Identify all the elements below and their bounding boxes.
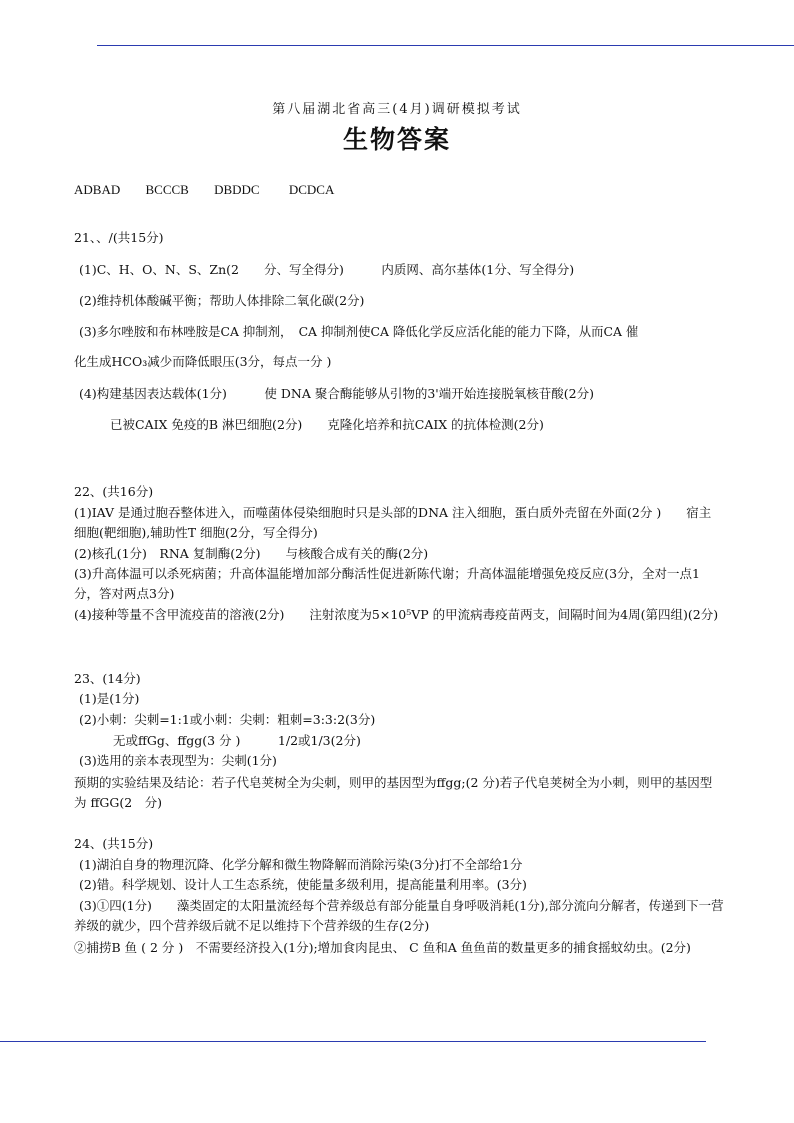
mc-group-1: ADBAD <box>74 182 121 197</box>
q23-line-1: (1)是(1分) <box>79 691 140 706</box>
q21-line-1: (1)C、H、O、N、S、Zn(2 分、写全得分) 内质网、高尔基体(1分、写全得分) <box>79 262 575 277</box>
q23-conclusion: 预期的实验结果及结论：若子代皂荚树全为尖刺，则甲的基因型为ffgg;(2 分)若子代皂荚树全为小刺，则甲的基因型为 ffGG(2 分) <box>74 775 713 810</box>
q23-heading: 23、(14分) <box>74 671 141 686</box>
q21-line-6: 已被CAIX 免疫的B 淋巴细胞(2分) 克隆化培养和抗CAIX 的抗体检测(2分) <box>110 417 544 432</box>
q23-line-2: (2)小刺：尖刺=1:1或小刺：尖刺：粗刺=3:3:2(3分) <box>79 712 376 727</box>
q24-line-1: (1)湖泊自身的物理沉降、化学分解和微生物降解而消除污染(3分)打不全部给1分 <box>79 857 523 872</box>
page-title: 生物答案 <box>342 125 451 154</box>
q22-part-2: (2)核孔(1分) RNA 复制酶(2分) 与核酸合成有关的酶(2分) <box>74 546 429 561</box>
q22-part-3: (3)升高体温可以杀死病菌；升高体温能增加部分酶活性促进新陈代谢；升高体温能增强免疫反应(3分，全对一点1分，答对两点3分) <box>74 566 700 601</box>
q21-line-2: (2)维持机体酸碱平衡；帮助人体排除二氧化碳(2分) <box>79 293 365 308</box>
footer-rule <box>0 1041 706 1042</box>
q22-part-4: (4)接种等量不含甲流疫苗的溶液(2分) 注射浓度为5×10⁵VP 的甲流病毒疫苗两支，间隔时间为4周(第四组)(2分) <box>74 607 719 622</box>
mc-group-3: DBDDC <box>214 182 260 197</box>
q21-line-5: (4)构建基因表达载体(1分) 使 DNA 聚合酶能够从引物的3'端开始连接脱氧核苷酸(2分) <box>79 386 594 401</box>
header-rule <box>97 45 794 46</box>
q24-line-2: (2)错。科学规划、设计人工生态系统，使能量多级利用，提高能量利用率。(3分) <box>79 877 527 892</box>
q22-part-1: (1)IAV 是通过胞吞整体进入，而噬菌体侵染细胞时只是头部的DNA 注入细胞，蛋白质外壳留在外面(2分 ) 宿主细胞(靶细胞),辅助性T 细胞(2分，写全得分) <box>74 505 712 540</box>
multiple-choice-answers <box>74 182 356 198</box>
mc-group-4: DCDCA <box>288 182 335 197</box>
q24-heading: 24、(共15分) <box>74 836 154 851</box>
q23-line-4: (3)选用的亲本表现型为：尖刺(1分) <box>79 753 277 768</box>
q21-line-4: 化生成HCO₃减少而降低眼压(3分，每点一分 ) <box>74 354 332 369</box>
mc-group-2: BCCCB <box>145 182 189 197</box>
q22-heading: 22、(共16分) <box>74 484 154 499</box>
q21-heading: 21、、/(共15分) <box>74 230 164 245</box>
q23-line-3: 无或ffGg、ffgg(3 分 ) 1/2或1/3(2分) <box>113 733 361 748</box>
exam-subtitle: 第八届湖北省高三(4月)调研模拟考试 <box>272 102 522 117</box>
q21-line-3: (3)多尔唑胺和布林唑胺是CA 抑制剂， CA 抑制剂使CA 降低化学反应活化能的能力下降，从而CA 催 <box>79 324 639 339</box>
q24-part-3: (3)①四(1分) 藻类固定的太阳量流经每个营养级总有部分能量自身呼吸消耗(1分),部分流向分解者，传递到下一营养级的就少，四个营养级后就不足以维持下个营养级的生存(2分) <box>74 898 724 933</box>
q24-part-4: ②捕捞B 鱼 ( 2 分 ) 不需要经济投入(1分);增加食肉昆虫、 C 鱼和A 鱼鱼苗的数量更多的捕食摇蚊幼虫。(2分) <box>74 940 691 955</box>
